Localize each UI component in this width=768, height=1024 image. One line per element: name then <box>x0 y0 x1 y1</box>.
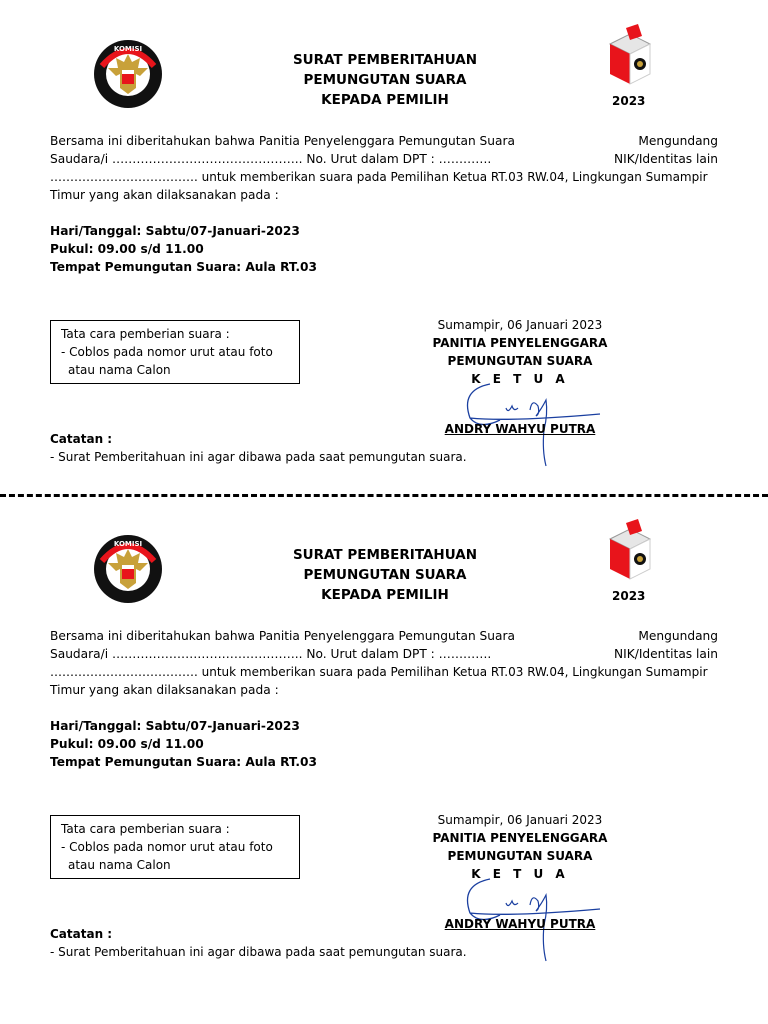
body-text <box>50 132 718 204</box>
body-line-3: ………………………………. untuk memberikan suara pada Pemilihan Ketua RT.03 RW.04, Lingkungan Sumampir <box>50 170 708 184</box>
catatan-label: Catatan : <box>50 927 113 941</box>
year-label: 2023 <box>612 94 646 108</box>
title-line-1: SURAT PEMBERITAHUAN <box>292 547 478 563</box>
ballot-box-logo-icon <box>602 519 658 583</box>
catatan <box>50 430 467 466</box>
title <box>200 50 570 110</box>
detail-tempat: Tempat Pemungutan Suara: Aula RT.03 <box>50 260 317 274</box>
tata-cara-title: Tata cara pemberian suara : <box>61 327 230 341</box>
body-text <box>50 627 718 699</box>
details <box>50 222 317 276</box>
tata-cara-item-line-1: - Coblos pada nomor urut atau foto <box>61 840 273 854</box>
tata-cara-box <box>50 320 300 384</box>
notice-1 <box>0 0 768 495</box>
sign-org-line-2: PEMUNGUTAN SUARA <box>447 849 593 863</box>
title-line-3: KEPADA PEMILIH <box>321 92 449 108</box>
kpu-logo-text-top: KOMISI <box>113 540 143 548</box>
body-line-4: Timur yang akan dilaksanakan pada : <box>50 683 279 697</box>
detail-hari: Hari/Tanggal: Sabtu/07-Januari-2023 <box>50 719 300 733</box>
body-line-2-left: Saudara/i ……………………………………….. No. Urut dalam DPT : …………. <box>50 647 492 661</box>
sign-org-line-1: PANITIA PENYELENGGARA <box>432 336 608 350</box>
detail-hari: Hari/Tanggal: Sabtu/07-Januari-2023 <box>50 224 300 238</box>
title-line-3: KEPADA PEMILIH <box>321 587 449 603</box>
title-line-2: PEMUNGUTAN SUARA <box>303 567 467 583</box>
sign-role: K E T U A <box>471 867 569 881</box>
kpu-logo-text-top: KOMISI <box>113 45 143 53</box>
tata-cara-box <box>50 815 300 879</box>
body-line-3: ………………………………. untuk memberikan suara pada Pemilihan Ketua RT.03 RW.04, Lingkungan Sumampir <box>50 665 708 679</box>
sign-name: ANDRY WAHYU PUTRA <box>444 422 596 436</box>
notice-2 <box>0 495 768 990</box>
sign-org-line-1: PANITIA PENYELENGGARA <box>432 831 608 845</box>
catatan <box>50 925 467 961</box>
sign-role: K E T U A <box>471 372 569 386</box>
catatan-text: - Surat Pemberitahuan ini agar dibawa pada saat pemungutan suara. <box>50 450 467 464</box>
year-label: 2023 <box>612 589 646 603</box>
tata-cara-item-line-1: - Coblos pada nomor urut atau foto <box>61 345 273 359</box>
title <box>200 545 570 605</box>
kpu-logo-icon <box>92 38 164 110</box>
catatan-label: Catatan : <box>50 432 113 446</box>
body-line-4: Timur yang akan dilaksanakan pada : <box>50 188 279 202</box>
title-line-2: PEMUNGUTAN SUARA <box>303 72 467 88</box>
sign-place-date: Sumampir, 06 Januari 2023 <box>437 813 603 827</box>
sign-name: ANDRY WAHYU PUTRA <box>444 917 596 931</box>
kpu-logo-icon <box>92 533 164 605</box>
title-line-1: SURAT PEMBERITAHUAN <box>292 52 478 68</box>
body-line-2-right: NIK/Identitas lain <box>614 647 718 661</box>
body-line-1-left: Bersama ini diberitahukan bahwa Panitia Penyelenggara Pemungutan Suara <box>50 134 515 148</box>
catatan-text: - Surat Pemberitahuan ini agar dibawa pada saat pemungutan suara. <box>50 945 467 959</box>
detail-pukul: Pukul: 09.00 s/d 11.00 <box>50 737 204 751</box>
ballot-box-logo-icon <box>602 24 658 88</box>
body-line-1-left: Bersama ini diberitahukan bahwa Panitia Penyelenggara Pemungutan Suara <box>50 629 515 643</box>
tata-cara-item-line-2: atau nama Calon <box>68 858 171 872</box>
details <box>50 717 317 771</box>
tata-cara-item-line-2: atau nama Calon <box>68 363 171 377</box>
tata-cara-title: Tata cara pemberian suara : <box>61 822 230 836</box>
detail-tempat: Tempat Pemungutan Suara: Aula RT.03 <box>50 755 317 769</box>
body-line-2-right: NIK/Identitas lain <box>614 152 718 166</box>
body-line-1-right: Mengundang <box>638 134 718 148</box>
detail-pukul: Pukul: 09.00 s/d 11.00 <box>50 242 204 256</box>
sign-org-line-2: PEMUNGUTAN SUARA <box>447 354 593 368</box>
sign-place-date: Sumampir, 06 Januari 2023 <box>437 318 603 332</box>
body-line-1-right: Mengundang <box>638 629 718 643</box>
body-line-2-left: Saudara/i ……………………………………….. No. Urut dalam DPT : …………. <box>50 152 492 166</box>
